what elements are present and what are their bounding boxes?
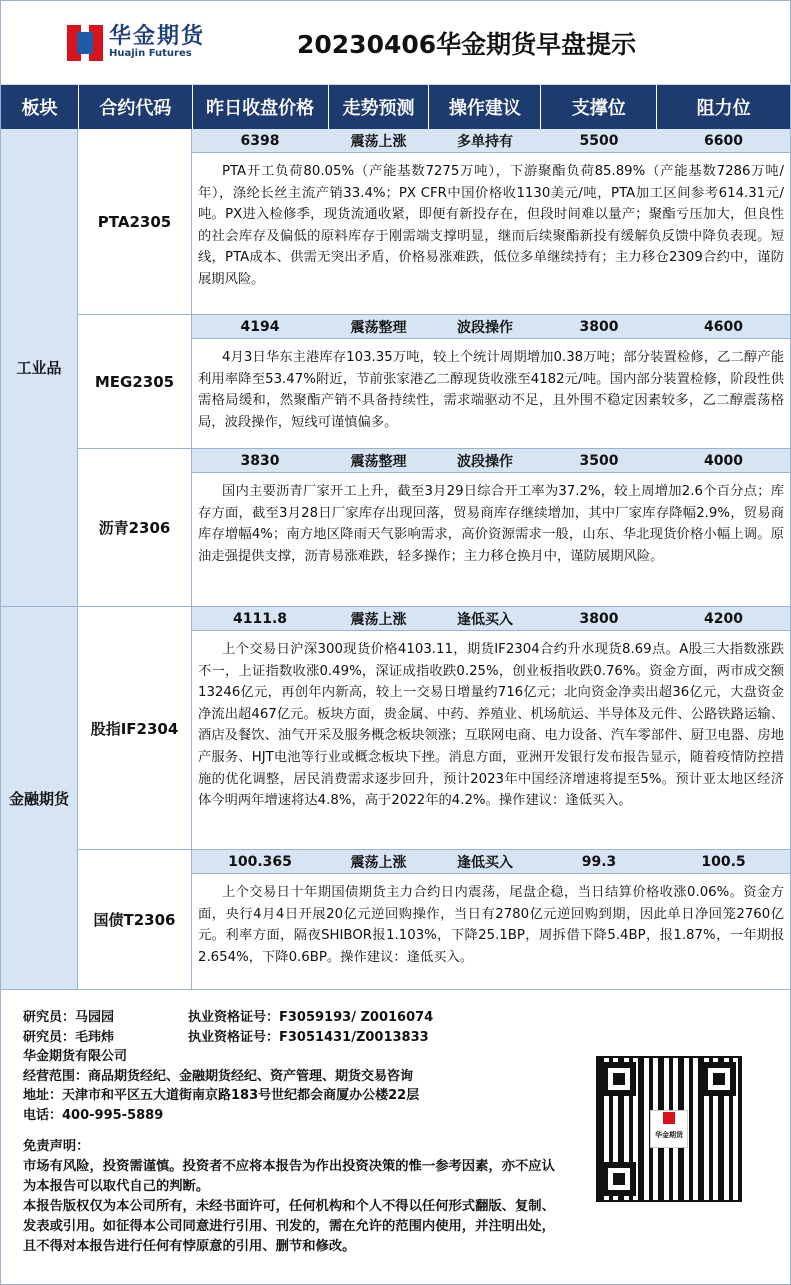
support-value: 3500 (579, 452, 619, 469)
contract-code: MEG2305 (78, 315, 192, 448)
col-sector: 板块 (1, 85, 79, 129)
sector-block (1, 129, 790, 607)
close-value: 6398 (240, 132, 280, 149)
disclaimer-title: 免责声明： (23, 1139, 90, 1154)
advice-value: 逢低买入 (457, 854, 513, 871)
company-logo (67, 25, 217, 61)
logo-en: Huajin Futures (109, 47, 192, 59)
col-advice: 操作建议 (429, 85, 541, 129)
table-row (78, 850, 790, 990)
disclaimer-copyright: 本报告版权仅为本公司所有，未经书面许可，任何机构和个人不得以任何形式翻版、复制、发表或引用。如征得本公司同意进行引用、刊发的，需在允许的范围内使用，并注明出处，且不得对本报告进行任何有悖原意的引用、删节和修改。 (23, 1199, 555, 1254)
contract-code: 股指IF2304 (78, 607, 192, 849)
value-row (192, 449, 790, 473)
sector-block (1, 607, 790, 990)
qr-code-icon (596, 1056, 742, 1202)
col-close: 昨日收盘价格 (193, 85, 329, 129)
table-row (78, 449, 790, 607)
analysis-text: 国内主要沥青厂家开工上升，截至3月29日综合开工率为37.2%，较上周增加2.6个百分点；库存方面，截至3月28日厂家库存出现回落，贸易商库存继续增加，其中厂家库存降幅2.9%，贸易商库存增幅4%；南方地区降雨天气影响需求，高价资源需求一般，山东、华北现货价格小幅上调。原油走强提供支撑，沥青易涨难跌，轻多操作；主力移仓换月中，谨防展期风险。 (198, 484, 784, 564)
analysis-text: 上个交易日十年期国债期货主力合约日内震荡，尾盘企稳，当日结算价格收涨0.06%。资金方面，央行4月4日开展20亿元逆回购操作，当日有2780亿元逆回购到期，因此单日净回笼2760亿元。利率方面，隔夜SHIBOR报1.103%，下降25.1BP，周拆借下降5.4BP，报1.87%，一年期报2.654%，下降0.6BP。操作建议：逢低买入。 (198, 885, 784, 965)
resistance-value: 4200 (704, 610, 743, 627)
trend-value: 震荡上涨 (350, 611, 407, 628)
value-row (192, 315, 790, 339)
sector-label: 工业品 (1, 129, 78, 607)
logo-cn: 华金期货 (109, 23, 206, 49)
page-title: 20230406华金期货早盘提示 (297, 29, 637, 59)
advice-value: 多单持有 (457, 133, 513, 150)
researcher-2-cert: 执业资格证号：F3051431/Z0013833 (188, 1029, 429, 1045)
disclaimer (23, 1137, 568, 1257)
advice-value: 波段操作 (457, 453, 513, 470)
logo-icon (67, 25, 103, 61)
advice-value: 逢低买入 (457, 611, 513, 628)
report-header (1, 1, 790, 85)
trend-value: 震荡整理 (350, 453, 407, 470)
resistance-value: 4000 (704, 452, 743, 469)
support-value: 3800 (579, 610, 619, 627)
resistance-value: 4600 (704, 318, 743, 335)
col-support: 支撑位 (541, 85, 657, 129)
col-trend: 走势预测 (329, 85, 430, 129)
company-address: 地址：天津市和平区五大道街南京路183号世纪都会商厦办公楼22层 (23, 1088, 420, 1103)
sector-label: 金融期货 (1, 607, 78, 990)
resistance-value: 100.5 (701, 853, 746, 870)
researcher-1-name: 研究员：马园园 (23, 1010, 115, 1025)
col-code: 合约代码 (79, 85, 193, 129)
table-row (78, 315, 790, 449)
analysis-text: 4月3日华东主港库存103.35万吨，较上个统计周期增加0.38万吨；部分装置检修，乙二醇产能利用率降至53.47%附近，节前张家港乙二醇现货收涨至4182元/吨。国内部分装置检修，阶段性供需格局缓和，然聚酯产销不具备持续性，需求端驱动不足，且外围不稳定因素较多，乙二醇震荡格局，波段操作，短线可谨慎偏多。 (198, 350, 784, 430)
trend-value: 震荡整理 (350, 319, 407, 336)
value-row (192, 850, 790, 874)
contract-code: 沥青2306 (78, 449, 192, 606)
researcher-1-cert: 执业资格证号：F3059193/ Z0016074 (188, 1010, 434, 1025)
company-phone: 电话：400-995-5889 (23, 1107, 164, 1123)
support-value: 5500 (579, 132, 619, 149)
contract-code: 国债T2306 (78, 850, 192, 989)
report-footer (1, 990, 790, 1257)
qr-logo-label: 华金期货 (655, 1131, 683, 1140)
table-row (78, 129, 790, 315)
value-row (192, 607, 790, 631)
table-row (78, 607, 790, 850)
resistance-value: 6600 (704, 132, 743, 149)
business-scope: 经营范围：商品期货经纪、金融期货经纪、资产管理、期货交易咨询 (23, 1068, 414, 1084)
support-value: 99.3 (581, 853, 617, 870)
contract-code: PTA2305 (78, 129, 192, 314)
close-value: 100.365 (228, 853, 292, 870)
trend-value: 震荡上涨 (350, 854, 407, 871)
value-row (192, 129, 790, 153)
close-value: 4111.8 (232, 610, 288, 627)
disclaimer-risk: 市场有风险，投资需谨慎。投资者不应将本报告为作出投资决策的惟一参考因素，亦不应认为本报告可以取代自己的判断。 (23, 1159, 555, 1194)
analysis-text: 上个交易日沪深300现货价格4103.11，期货IF2304合约升水现货8.69点。A股三大指数涨跌不一，上证指数收涨0.49%，深证成指收跌0.25%，创业板指收跌0.76%。资金方面，两市成交额13246亿元，再创年内新高，较上一交易日增量约716亿元；北向资金净卖出超36亿元，大盘资金净流出超467亿元。板块方面，贵金属、中药、养殖业、机场航运、半导体及元件、公路铁路运输、酒店及餐饮、油气开采及服务概念板块领涨；互联网电商、电力设备、汽车零部件、厨卫电器、房地产服务、HJT电池等行业或概念板块下挫。消息方面，亚洲开发银行发布报告显示，随着疫情防控措施的优化调整，居民消费需求逐步回升，预计2023年中国经济增速将提至5%。预计亚太地区经济体今明两年增速将达4.8%，高于2022年的4.2%。操作建议：逢低买入。 (198, 642, 784, 809)
support-value: 3800 (579, 318, 619, 335)
trend-value: 震荡上涨 (350, 133, 407, 150)
close-value: 4194 (240, 318, 280, 335)
qr-logo (650, 1110, 688, 1148)
analysis-text: PTA开工负荷80.05%（产能基数7275万吨），下游聚酯负荷85.89%（产能基数7286万吨/年），涤纶长丝主流产销33.4%；PX CFR中国价格收1130美元/吨，PTA加工区间参考614.31元/吨。PX进入检修季，现货流通收紧，即便有新投存在，但段时间难以量产；聚酯亏压加大，但良性的社会库存及偏低的原料库存于刚需端支撑明显，继而后续聚酯新投有缓解负反馈中降负表现。短线，PTA成本、供需无突出矛盾，价格易涨难跌，低位多单继续持有；主力移仓2309合约中，谨防展期风险。 (198, 164, 784, 287)
close-value: 3830 (240, 452, 280, 469)
table-header (1, 85, 790, 129)
company-name: 华金期货有限公司 (23, 1049, 128, 1064)
researcher-2-name: 研究员：毛玮炜 (23, 1029, 115, 1045)
col-resistance: 阻力位 (696, 98, 751, 119)
advice-value: 波段操作 (457, 319, 513, 336)
